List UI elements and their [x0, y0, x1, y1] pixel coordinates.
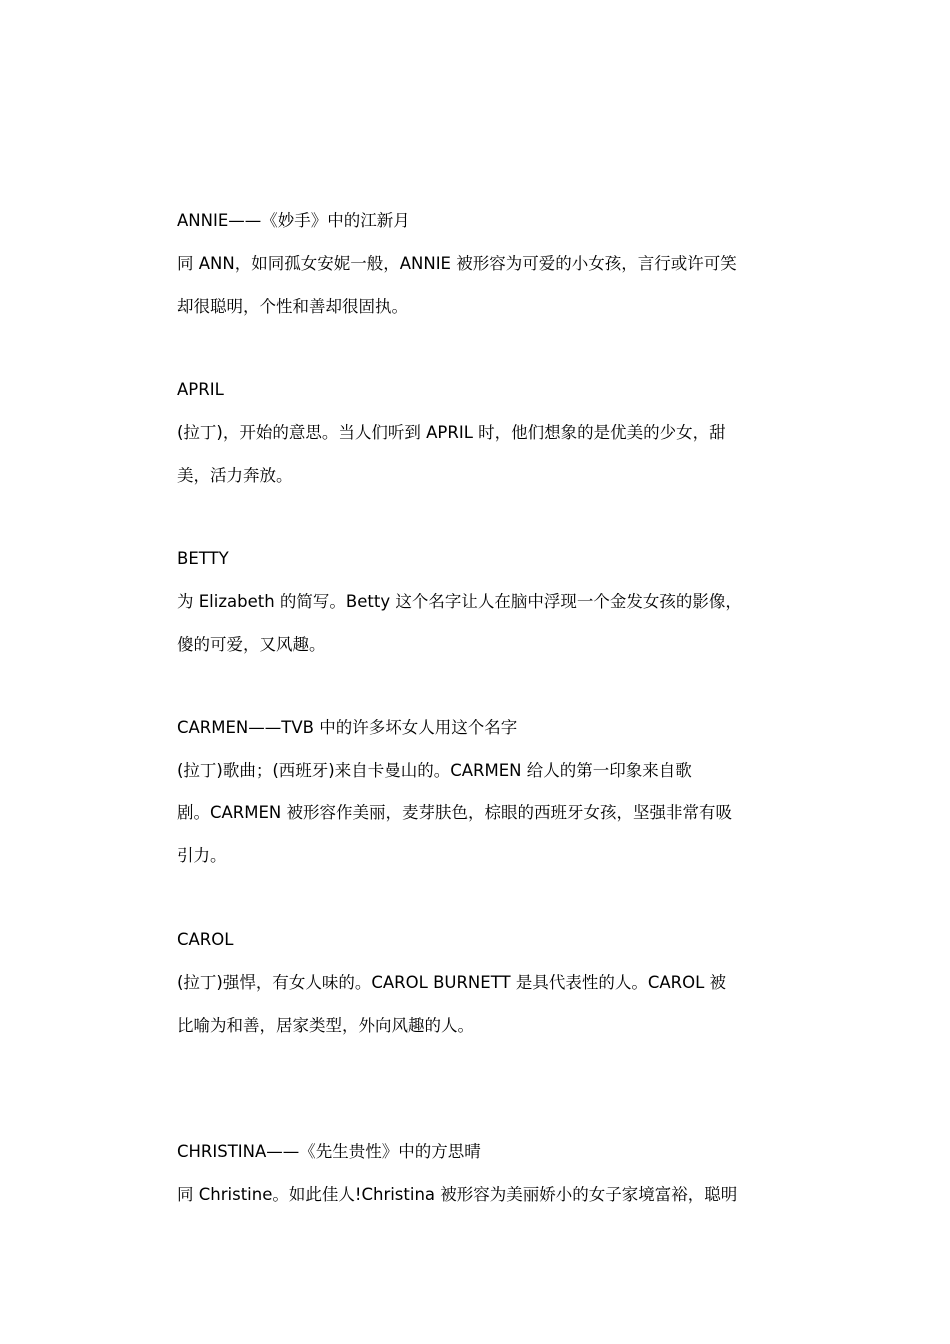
entry-text-line: 却很聪明，个性和善却很固执。	[177, 297, 408, 316]
entry-heading-annie: ANNIE——《妙手》中的江新月	[177, 211, 410, 230]
entry-heading-april: APRIL	[177, 380, 224, 399]
entry-text-line: 同 Christine。如此佳人!Christina 被形容为美丽娇小的女子家境富裕，聪明	[177, 1185, 738, 1204]
entry-text-line: (拉丁)歌曲；(西班牙)来自卡曼山的。CARMEN 给人的第一印象来自歌	[177, 761, 692, 780]
entry-text-line: (拉丁)，开始的意思。当人们听到 APRIL 时，他们想象的是优美的少女，甜	[177, 423, 726, 442]
entry-heading-christina: CHRISTINA——《先生贵性》中的方思晴	[177, 1142, 481, 1161]
entry-text-line: 为 Elizabeth 的简写。Betty 这个名字让人在脑中浮现一个金发女孩的影像，	[177, 592, 742, 611]
entry-text-line: 同 ANN，如同孤女安妮一般，ANNIE 被形容为可爱的小女孩，言行或许可笑	[177, 254, 737, 273]
entry-text-line: 美，活力奔放。	[177, 466, 293, 485]
entry-text-line: 剧。CARMEN 被形容作美丽，麦芽肤色，棕眼的西班牙女孩，坚强非常有吸	[177, 803, 733, 822]
entry-text-line: (拉丁)强悍，有女人味的。CAROL BURNETT 是具代表性的人。CAROL 被	[177, 973, 727, 992]
entry-text-line: 傻的可爱，又风趣。	[177, 635, 326, 654]
entry-heading-betty: BETTY	[177, 549, 229, 568]
entry-heading-carmen: CARMEN——TVB 中的许多坏女人用这个名字	[177, 718, 518, 737]
entry-text-line: 比喻为和善，居家类型，外向风趣的人。	[177, 1016, 474, 1035]
entry-text-line: 引力。	[177, 846, 227, 865]
entry-heading-carol: CAROL	[177, 930, 234, 949]
